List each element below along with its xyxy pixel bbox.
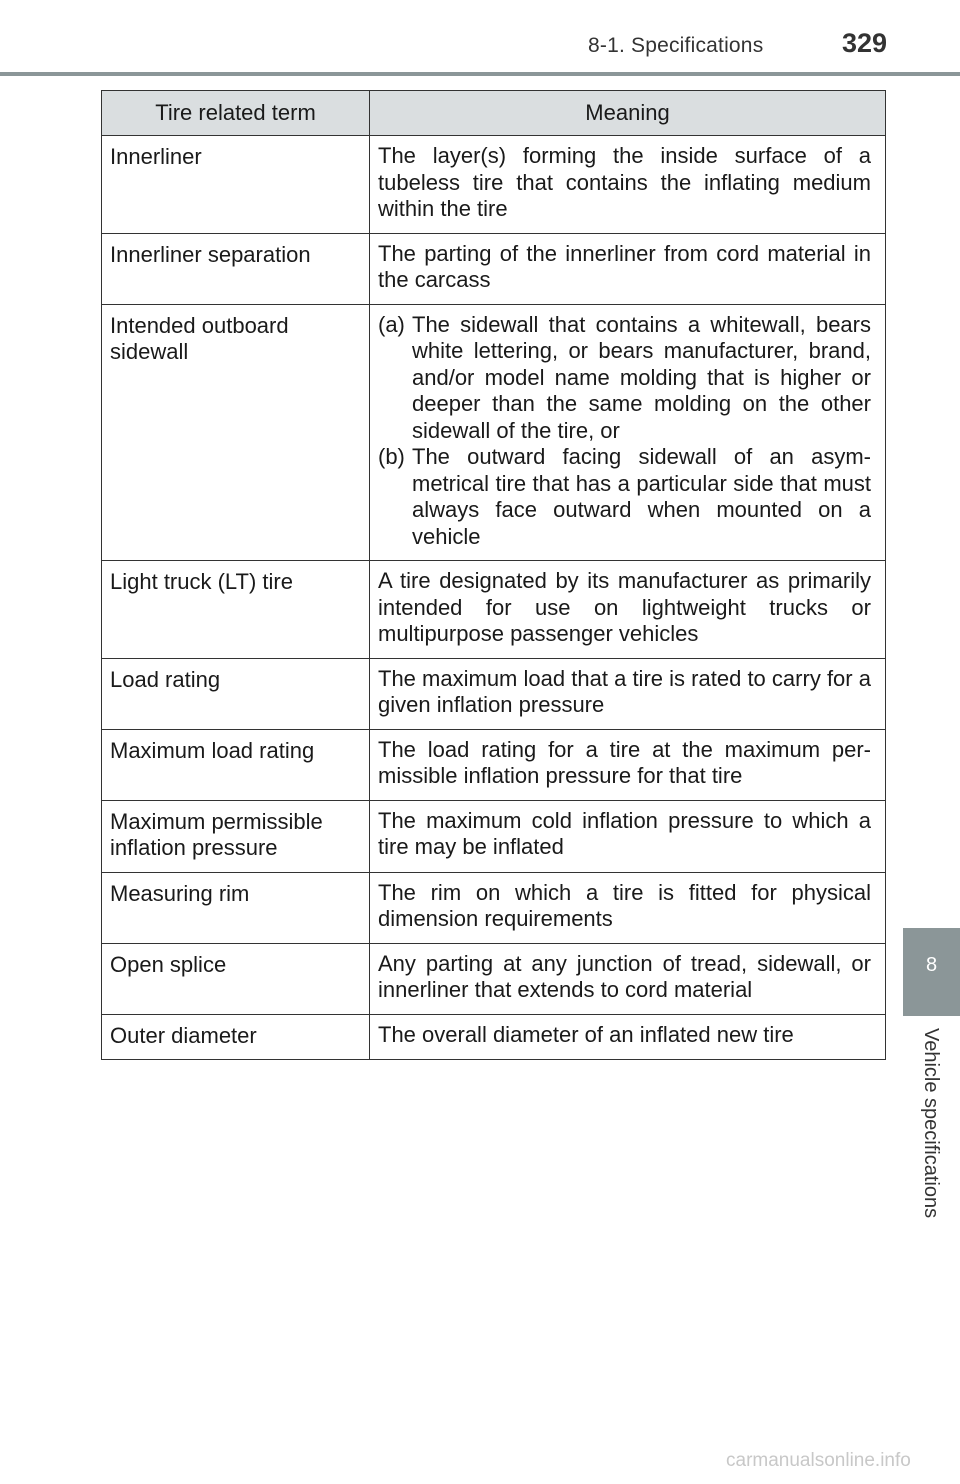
table-row	[102, 800, 886, 872]
term-cell: Light truck (LT) tire	[102, 561, 370, 659]
term-cell: Measuring rim	[102, 872, 370, 943]
section-title: 8-1. Specifications	[588, 34, 764, 57]
meaning-cell: The rim on which a tire is fitted for physical dimension requirements	[370, 872, 886, 943]
meaning-cell: The maximum load that a tire is rated to carry for a given inflation pressure	[370, 658, 886, 729]
column-header-meaning: Meaning	[370, 91, 886, 136]
chapter-title: Vehicle specifications	[920, 1028, 942, 1219]
list-item	[378, 444, 871, 550]
meaning-cell: The maximum cold inflation pressure to which a tire may be inflated	[370, 800, 886, 872]
meaning-cell: The overall diameter of an inflated new tire	[370, 1014, 886, 1060]
list-item-label: (b)	[378, 444, 405, 469]
header-divider	[0, 72, 960, 76]
table-row	[102, 1014, 886, 1060]
term-cell: Intended outboard sidewall	[102, 304, 370, 561]
table-row	[102, 872, 886, 943]
meaning-cell	[370, 304, 886, 561]
meaning-cell: A tire designated by its manufacturer as primarily intended for use on lightweight trucks or multipurpose passenger vehicles	[370, 561, 886, 659]
table-row	[102, 561, 886, 659]
term-cell: Maximum permissible inflation pressure	[102, 800, 370, 872]
meaning-cell: The layer(s) forming the inside surface of a tubeless tire that contains the inflating medium within the tire	[370, 136, 886, 234]
term-cell: Innerliner	[102, 136, 370, 234]
term-cell: Load rating	[102, 658, 370, 729]
page-number: 329	[842, 28, 888, 58]
list-item	[378, 312, 871, 445]
chapter-number: 8	[925, 954, 938, 976]
table-row	[102, 729, 886, 800]
list-item-text: The sidewall that contains a whitewall, bears white lettering, or bears manufacturer, brand, and/or model name molding that is higher or deeper than the same molding on the other sidewall of the tire, or	[412, 311, 871, 443]
column-header-term: Tire related term	[102, 91, 370, 136]
table-row	[102, 658, 886, 729]
table-header-row	[102, 91, 886, 136]
meaning-cell: The load rating for a tire at the maximum permissible inflation pressure for that tire	[370, 729, 886, 800]
term-cell: Outer diameter	[102, 1014, 370, 1060]
table-row	[102, 233, 886, 304]
tire-terms-table	[101, 90, 886, 1060]
watermark: carmanualsonline.info	[726, 1450, 911, 1471]
table-row	[102, 136, 886, 234]
chapter-tab[interactable]	[903, 928, 960, 1016]
term-cell: Maximum load rating	[102, 729, 370, 800]
table-row	[102, 304, 886, 561]
meaning-cell: Any parting at any junction of tread, sidewall, or innerliner that extends to cord material	[370, 943, 886, 1014]
term-cell: Innerliner separation	[102, 233, 370, 304]
list-item-label: (a)	[378, 311, 405, 337]
list-item-text: The outward facing sidewall of an asymmetrical tire that has a particular side that must always face outward when mounted on a vehicle	[412, 444, 871, 549]
term-cell: Open splice	[102, 943, 370, 1014]
table-row	[102, 943, 886, 1014]
meaning-cell: The parting of the innerliner from cord material in the carcass	[370, 233, 886, 304]
